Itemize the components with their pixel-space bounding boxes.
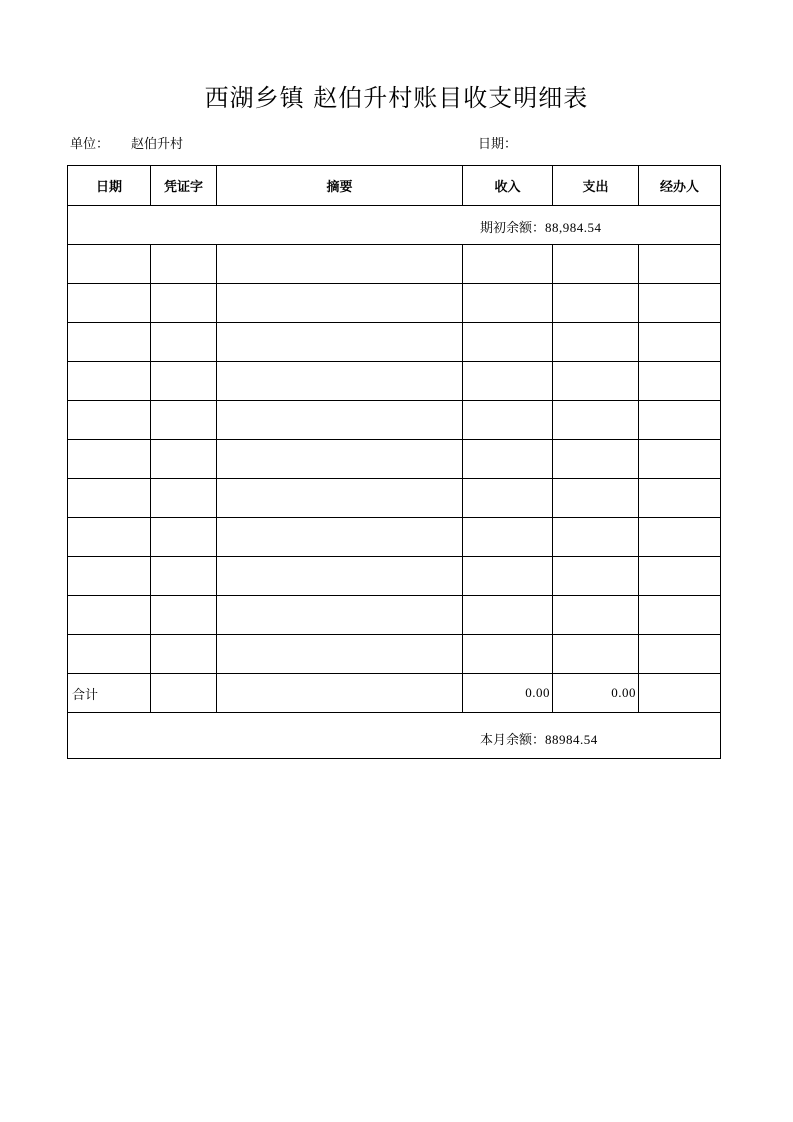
cell-expense <box>553 557 639 596</box>
total-row <box>68 674 721 713</box>
table-row <box>68 401 721 440</box>
cell-voucher <box>151 323 217 362</box>
cell-summary <box>217 596 463 635</box>
cell-handler <box>639 362 721 401</box>
cell-voucher <box>151 284 217 323</box>
cell-income <box>463 401 553 440</box>
col-date-header: 日期 <box>68 166 151 206</box>
cell-voucher <box>151 596 217 635</box>
date-label: 日期： <box>478 137 518 152</box>
cell-date <box>68 323 151 362</box>
cell-date <box>68 479 151 518</box>
cell-handler <box>639 440 721 479</box>
col-voucher-header: 凭证字 <box>151 166 217 206</box>
cell-summary <box>217 635 463 674</box>
cell-summary <box>217 557 463 596</box>
cell-income <box>463 479 553 518</box>
page-title: 西湖乡镇 赵伯升村账目收支明细表 <box>204 84 589 112</box>
total-summary-cell <box>217 674 463 713</box>
table-row <box>68 479 721 518</box>
cell-handler <box>639 635 721 674</box>
cell-date <box>68 440 151 479</box>
cell-income <box>463 284 553 323</box>
table-row <box>68 440 721 479</box>
cell-date <box>68 245 151 284</box>
cell-income <box>463 557 553 596</box>
cell-voucher <box>151 245 217 284</box>
closing-balance <box>480 729 598 748</box>
cell-date <box>68 635 151 674</box>
total-income: 0.00 <box>463 674 553 713</box>
total-voucher-cell <box>151 674 217 713</box>
cell-expense <box>553 401 639 440</box>
cell-voucher <box>151 635 217 674</box>
cell-voucher <box>151 518 217 557</box>
cell-expense <box>553 440 639 479</box>
cell-handler <box>639 245 721 284</box>
cell-summary <box>217 440 463 479</box>
table-row <box>68 635 721 674</box>
total-expense: 0.00 <box>553 674 639 713</box>
total-handler-cell <box>639 674 721 713</box>
col-expense-header: 支出 <box>553 166 639 206</box>
cell-income <box>463 323 553 362</box>
unit-label: 单位： <box>70 137 110 152</box>
table-row <box>68 518 721 557</box>
cell-date <box>68 596 151 635</box>
opening-balance <box>480 217 602 236</box>
header-row <box>68 166 721 206</box>
cell-income <box>463 362 553 401</box>
opening-balance-value: 88,984.54 <box>545 220 602 235</box>
table-row <box>68 362 721 401</box>
cell-handler <box>639 518 721 557</box>
col-income-header: 收入 <box>463 166 553 206</box>
cell-voucher <box>151 440 217 479</box>
cell-voucher <box>151 557 217 596</box>
cell-expense <box>553 479 639 518</box>
ledger-table <box>67 165 721 759</box>
cell-date <box>68 557 151 596</box>
cell-summary <box>217 362 463 401</box>
closing-balance-label: 本月余额： <box>480 733 546 748</box>
cell-voucher <box>151 479 217 518</box>
cell-date <box>68 401 151 440</box>
cell-summary <box>217 245 463 284</box>
cell-expense <box>553 323 639 362</box>
table-row <box>68 557 721 596</box>
cell-expense <box>553 635 639 674</box>
cell-income <box>463 245 553 284</box>
cell-date <box>68 518 151 557</box>
cell-expense <box>553 596 639 635</box>
closing-balance-row <box>68 713 721 759</box>
cell-summary <box>217 284 463 323</box>
cell-handler <box>639 557 721 596</box>
cell-handler <box>639 323 721 362</box>
total-label: 合计 <box>68 674 151 713</box>
cell-summary <box>217 323 463 362</box>
col-summary-header: 摘要 <box>217 166 463 206</box>
cell-handler <box>639 596 721 635</box>
unit-value: 赵伯升村 <box>131 137 184 152</box>
cell-handler <box>639 479 721 518</box>
table-row <box>68 284 721 323</box>
cell-summary <box>217 401 463 440</box>
cell-expense <box>553 518 639 557</box>
unit-field <box>70 133 183 152</box>
table-row <box>68 596 721 635</box>
cell-income <box>463 596 553 635</box>
cell-income <box>463 440 553 479</box>
cell-expense <box>553 245 639 284</box>
cell-expense <box>553 362 639 401</box>
cell-date <box>68 362 151 401</box>
cell-voucher <box>151 401 217 440</box>
opening-balance-row <box>68 206 721 245</box>
table-row <box>68 323 721 362</box>
cell-summary <box>217 479 463 518</box>
opening-balance-label: 期初余额： <box>480 221 546 236</box>
cell-summary <box>217 518 463 557</box>
cell-handler <box>639 401 721 440</box>
cell-income <box>463 518 553 557</box>
cell-voucher <box>151 362 217 401</box>
cell-income <box>463 635 553 674</box>
cell-handler <box>639 284 721 323</box>
closing-balance-value: 88984.54 <box>545 732 598 747</box>
col-handler-header: 经办人 <box>639 166 721 206</box>
cell-date <box>68 284 151 323</box>
cell-expense <box>553 284 639 323</box>
table-row <box>68 245 721 284</box>
date-field <box>478 133 517 152</box>
